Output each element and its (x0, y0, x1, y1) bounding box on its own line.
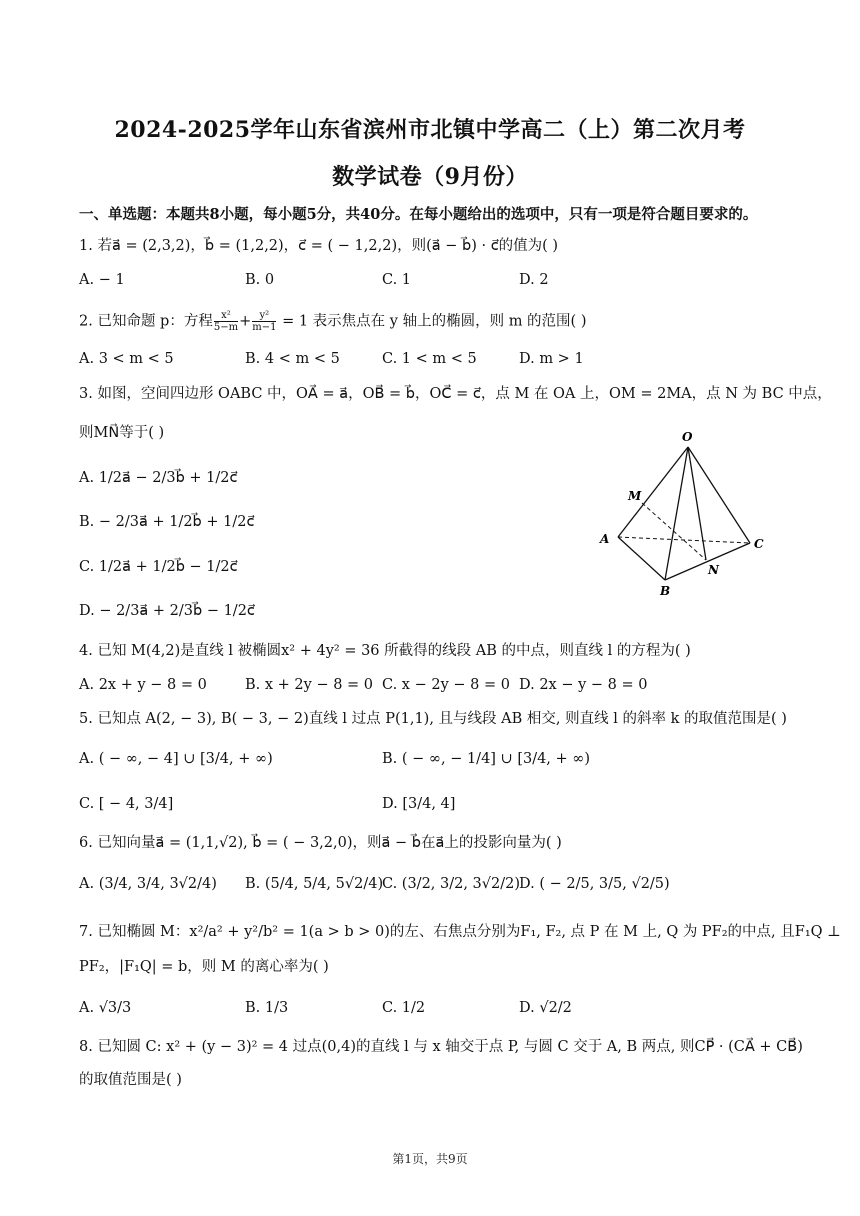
question-3-option-d[interactable]: D. − 2/3a⃗ + 2/3b⃗ − 1/2c⃗ (79, 603, 255, 619)
question-4-option-c[interactable]: C. x − 2y − 8 = 0 (382, 677, 510, 693)
question-3-stem-line1: 3. 如图，空间四边形 OABC 中，OA⃗ = a⃗，OB⃗ = b⃗，OC⃗ = c⃗，点 M 在 OA 上，OM = 2MA，点 N 为 BC 中点， (79, 386, 832, 402)
question-2-stem-part1: 2. 已知命题 p：方程 (79, 313, 213, 330)
page-footer: 第1页，共9页 (392, 1152, 468, 1166)
question-7-stem-line1: 7. 已知椭圆 M：x²/a² + y²/b² = 1(a > b > 0)的左、右焦点分别为F₁, F₂, 点 P 在 M 上, Q 为 PF₂的中点, 且F₁Q ⊥ (79, 924, 841, 940)
question-2-stem: 2. 已知命题 p：方程 $\frac{\text{x²}}{5-m}$ + $\frac{\text{y²}}{m-1}$ = 1 表示焦点在 y 轴上的椭圆，则 m 的范围( ) (79, 310, 587, 333)
fraction: $\frac{\text{x²}}{5-m}$ (213, 310, 239, 333)
question-7-option-b[interactable]: B. 1/3 (245, 1000, 289, 1016)
question-6-option-c[interactable]: C. (3/2, 3/2, 3√2/2) (382, 876, 521, 892)
question-4-option-b[interactable]: B. x + 2y − 8 = 0 (245, 677, 374, 693)
vertex-label-c: C (754, 537, 764, 551)
question-2-option-b[interactable]: B. 4 < m < 5 (245, 351, 340, 367)
question-3-option-a[interactable]: A. 1/2a⃗ − 2/3b⃗ + 1/2c⃗ (79, 470, 238, 486)
question-6-option-b[interactable]: B. (5/4, 5/4, 5√2/4) (245, 876, 384, 892)
question-2-stem-part2: = 1 表示焦点在 y 轴上的椭圆，则 m 的范围( ) (277, 313, 587, 330)
question-5-option-b[interactable]: B. ( − ∞, − 1/4] ∪ [3/4, + ∞) (382, 751, 591, 767)
vertex-label-o: O (682, 430, 693, 444)
question-6-option-d[interactable]: D. ( − 2/5, 3/5, √2/5) (519, 876, 670, 892)
question-7-option-d[interactable]: D. √2/2 (519, 1000, 572, 1016)
question-5-stem: 5. 已知点 A(2, − 3), B( − 3, − 2)直线 l 过点 P(1,1), 且与线段 AB 相交, 则直线 l 的斜率 k 的取值范围是( ) (79, 711, 787, 727)
question-7-option-c[interactable]: C. 1/2 (382, 1000, 426, 1016)
vertex-label-m: M (628, 489, 642, 503)
question-3-option-c[interactable]: C. 1/2a⃗ + 1/2b⃗ − 1/2c⃗ (79, 559, 238, 575)
question-1-stem: 1. 若a⃗ = (2,3,2)，b⃗ = (1,2,2)，c⃗ = ( − 1,2,2)，则(a⃗ − b⃗) · c⃗的值为( ) (79, 238, 559, 254)
question-2-option-c[interactable]: C. 1 < m < 5 (382, 351, 477, 367)
question-3-stem-line2: 则MN⃗等于( ) (79, 425, 165, 441)
question-1-option-d[interactable]: D. 2 (519, 272, 549, 288)
question-5-option-d[interactable]: D. [3/4, 4] (382, 796, 456, 812)
question-8-stem-line1: 8. 已知圆 C: x² + (y − 3)² = 4 过点(0,4)的直线 l 与 x 轴交于点 P, 与圆 C 交于 A, B 两点, 则CP⃗ · (CA⃗ + CB⃗) (79, 1039, 803, 1055)
section-heading: 一、单选题：本题共8小题，每小题5分，共40分。在每小题给出的选项中，只有一项是符合题目要求的。 (79, 206, 758, 223)
fraction: $\frac{\text{y²}}{m-1}$ (252, 310, 277, 333)
exam-subtitle: 数学试卷（9月份） (332, 164, 528, 190)
tetrahedron-figure (590, 425, 780, 600)
question-1-option-b[interactable]: B. 0 (245, 272, 275, 288)
question-5-option-a[interactable]: A. ( − ∞, − 4] ∪ [3/4, + ∞) (79, 751, 273, 767)
question-1-option-c[interactable]: C. 1 (382, 272, 412, 288)
question-5-option-c[interactable]: C. [ − 4, 3/4] (79, 796, 174, 812)
question-6-stem: 6. 已知向量a⃗ = (1,1,√2), b⃗ = ( − 3,2,0)，则a⃗ − b⃗在a⃗上的投影向量为( ) (79, 835, 562, 851)
question-6-option-a[interactable]: A. (3/4, 3/4, 3√2/4) (79, 876, 217, 892)
question-4-option-d[interactable]: D. 2x − y − 8 = 0 (519, 677, 648, 693)
vertex-label-b: B (660, 584, 671, 598)
question-8-stem-line2: 的取值范围是( ) (79, 1072, 182, 1088)
vertex-label-n: N (708, 563, 719, 577)
question-4-stem: 4. 已知 M(4,2)是直线 l 被椭圆x² + 4y² = 36 所截得的线段 AB 的中点，则直线 l 的方程为( ) (79, 643, 691, 659)
vertex-label-a: A (600, 532, 610, 546)
question-7-stem-line2: PF₂，|F₁Q| = b，则 M 的离心率为( ) (79, 959, 329, 975)
question-3-option-b[interactable]: B. − 2/3a⃗ + 1/2b⃗ + 1/2c⃗ (79, 514, 255, 530)
question-4-option-a[interactable]: A. 2x + y − 8 = 0 (79, 677, 207, 693)
exam-title: 2024-2025学年山东省滨州市北镇中学高二（上）第二次月考 (114, 117, 746, 143)
question-2-option-d[interactable]: D. m > 1 (519, 351, 584, 367)
question-1-option-a[interactable]: A. − 1 (79, 272, 125, 288)
question-2-option-a[interactable]: A. 3 < m < 5 (79, 351, 174, 367)
question-7-option-a[interactable]: A. √3/3 (79, 1000, 132, 1016)
